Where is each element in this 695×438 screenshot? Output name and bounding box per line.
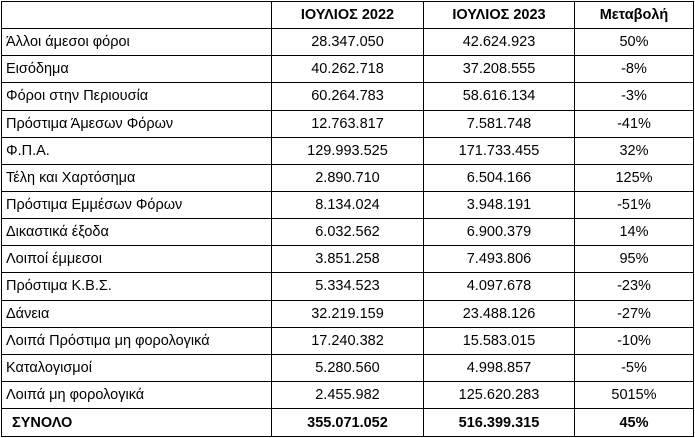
row-july-2022: 28.347.050 [272, 29, 424, 56]
row-july-2023: 7.493.806 [424, 246, 575, 273]
table-row [2, 381, 694, 408]
row-july-2023: 58.616.134 [424, 83, 575, 110]
header-july-2022: ΙΟΥΛΙΟΣ 2022 [272, 2, 424, 29]
row-july-2023: 23.488.126 [424, 300, 575, 327]
table-row [2, 327, 694, 354]
row-label: Λοιπά μη φορολογικά [2, 381, 272, 408]
row-label: Τέλη και Χαρτόσημα [2, 164, 272, 191]
table-row [2, 300, 694, 327]
row-label: Πρόστιμα Άμεσων Φόρων [2, 110, 272, 137]
row-label: Φόροι στην Περιουσία [2, 83, 272, 110]
table-row [2, 56, 694, 83]
row-july-2023: 6.504.166 [424, 164, 575, 191]
row-label: Εισόδημα [2, 56, 272, 83]
row-july-2022: 5.280.560 [272, 354, 424, 381]
row-july-2023: 7.581.748 [424, 110, 575, 137]
row-change: -8% [575, 56, 694, 83]
row-label: Δάνεια [2, 300, 272, 327]
table-row [2, 137, 694, 164]
row-july-2022: 6.032.562 [272, 219, 424, 246]
row-label: Πρόστιμα Κ.Β.Σ. [2, 273, 272, 300]
row-july-2022: 3.851.258 [272, 246, 424, 273]
row-july-2022: 129.993.525 [272, 137, 424, 164]
row-july-2022: 2.455.982 [272, 381, 424, 408]
row-july-2023: 125.620.283 [424, 381, 575, 408]
row-change: -23% [575, 273, 694, 300]
table-row [2, 219, 694, 246]
total-july-2023: 516.399.315 [424, 409, 575, 437]
row-change: 5015% [575, 381, 694, 408]
row-label: Λοιπά Πρόστιμα μη φορολογικά [2, 327, 272, 354]
row-july-2022: 32.219.159 [272, 300, 424, 327]
row-july-2022: 17.240.382 [272, 327, 424, 354]
table-row [2, 110, 694, 137]
table-row [2, 164, 694, 191]
row-july-2022: 40.262.718 [272, 56, 424, 83]
row-label: Άλλοι άμεσοι φόροι [2, 29, 272, 56]
row-change: 50% [575, 29, 694, 56]
row-change: -27% [575, 300, 694, 327]
header-july-2023: ΙΟΥΛΙΟΣ 2023 [424, 2, 575, 29]
row-label: Πρόστιμα Εμμέσων Φόρων [2, 191, 272, 218]
row-july-2023: 15.583.015 [424, 327, 575, 354]
row-change: 32% [575, 137, 694, 164]
row-change: 14% [575, 219, 694, 246]
header-change: Μεταβολή [575, 2, 694, 29]
row-july-2023: 3.948.191 [424, 191, 575, 218]
table-row [2, 273, 694, 300]
row-change: 125% [575, 164, 694, 191]
table-row [2, 191, 694, 218]
row-july-2023: 171.733.455 [424, 137, 575, 164]
row-july-2022: 60.264.783 [272, 83, 424, 110]
row-july-2022: 12.763.817 [272, 110, 424, 137]
row-change: -5% [575, 354, 694, 381]
row-july-2022: 8.134.024 [272, 191, 424, 218]
row-july-2022: 2.890.710 [272, 164, 424, 191]
row-label: Λοιποί έμμεσοι [2, 246, 272, 273]
table-row [2, 83, 694, 110]
header-row [2, 2, 694, 29]
table-row [2, 29, 694, 56]
row-label: Φ.Π.Α. [2, 137, 272, 164]
table-row [2, 246, 694, 273]
row-july-2023: 4.998.857 [424, 354, 575, 381]
row-label: Δικαστικά έξοδα [2, 219, 272, 246]
revenue-comparison-table [1, 1, 694, 437]
row-change: -41% [575, 110, 694, 137]
row-change: -3% [575, 83, 694, 110]
total-change: 45% [575, 409, 694, 437]
row-july-2023: 4.097.678 [424, 273, 575, 300]
row-change: -51% [575, 191, 694, 218]
row-july-2022: 5.334.523 [272, 273, 424, 300]
row-july-2023: 42.624.923 [424, 29, 575, 56]
total-row [2, 409, 694, 437]
row-change: -10% [575, 327, 694, 354]
header-category [2, 2, 272, 29]
row-label: Καταλογισμοί [2, 354, 272, 381]
row-july-2023: 37.208.555 [424, 56, 575, 83]
table-row [2, 354, 694, 381]
total-label: ΣΥΝΟΛΟ [2, 409, 272, 437]
total-july-2022: 355.071.052 [272, 409, 424, 437]
row-change: 95% [575, 246, 694, 273]
row-july-2023: 6.900.379 [424, 219, 575, 246]
